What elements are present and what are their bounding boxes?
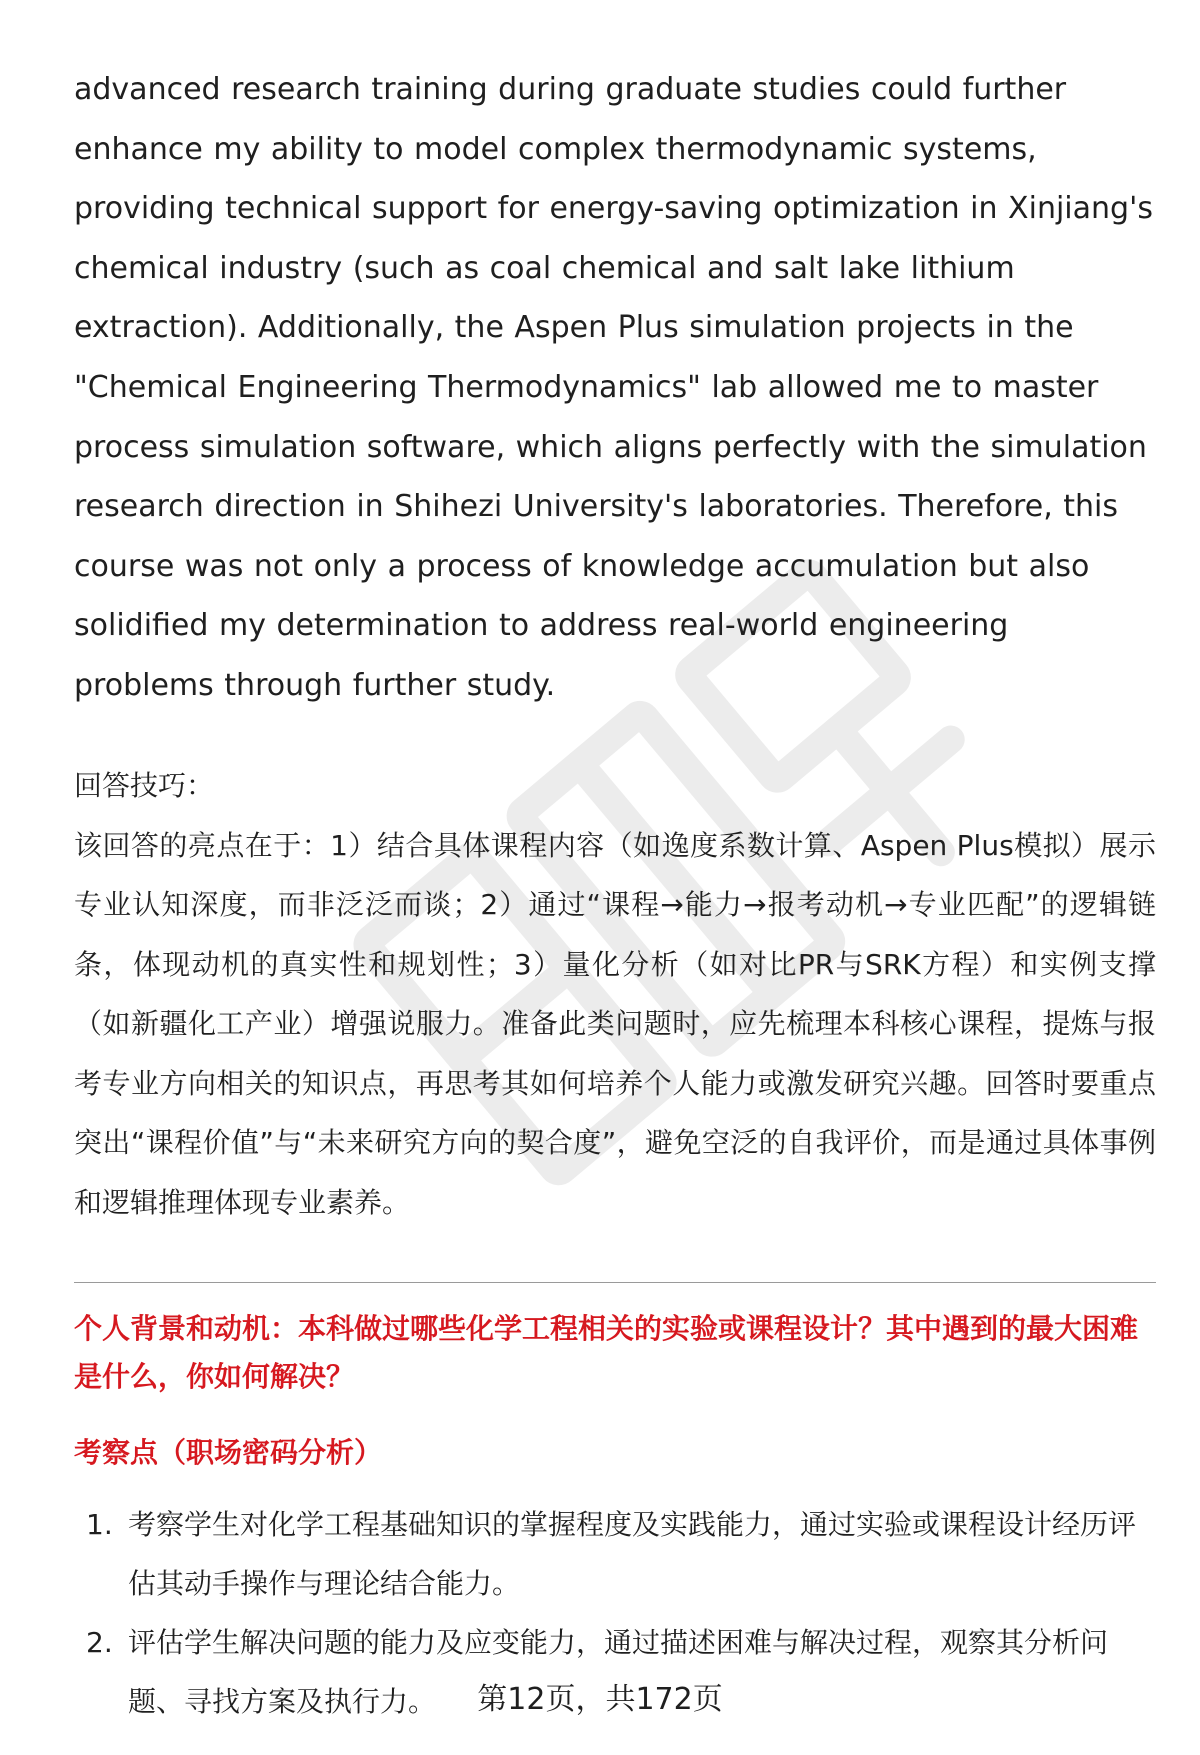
page-footer: 第12页，共172页: [477, 1682, 723, 1717]
body-paragraph: advanced research training during graduate studies could further enhance my ability to model complex thermodynamic systems, providing technical support for energy-saving optimization in Xinjiang's chemical industry (such as coal chemical and salt lake lithium extraction). Additionally, the Aspen Plus simulation projects in the "Chemical Engineering Thermodynamics" lab allowed me to master process simulation software, which aligns perfectly with the simulation research direction in Shihezi University's laboratories. Therefore, this course was not only a process of knowledge accumulation but also solidified my determination to address real-world engineering problems through further study.: [74, 72, 1153, 703]
tips-label: 回答技巧：: [74, 768, 215, 802]
list-item-number: 1.: [86, 1508, 113, 1542]
list-item-text: 考察学生对化学工程基础知识的掌握程度及实践能力，通过实验或课程设计经历评估其动手操作与理论结合能力。: [128, 1508, 1137, 1601]
list-item-number: 2.: [86, 1626, 113, 1660]
question-heading: 个人背景和动机：本科做过哪些化学工程相关的实验或课程设计？其中遇到的最大困难是什么，你如何解决？: [74, 1312, 1139, 1394]
document-page: [74, 60, 1156, 1731]
list-item-text: 评估学生解决问题的能力及应变能力，通过描述困难与解决过程，观察其分析问题、寻找方案及执行力。: [128, 1626, 1109, 1719]
exam-points-heading: 考察点（职场密码分析）: [74, 1436, 383, 1470]
section-divider: [74, 1282, 1156, 1283]
tips-text: 该回答的亮点在于：1）结合具体课程内容（如逸度系数计算、Aspen Plus模拟）展示专业认知深度，而非泛泛而谈；2）通过“课程→能力→报考动机→专业匹配”的逻辑链条，体现动机的真实性和规划性；3）量化分析（如对比PR与SRK方程）和实例支撑（如新疆化工产业）增强说服力。准备此类问题时，应先梳理本科核心课程，提炼与报考专业方向相关的知识点，再思考其如何培养个人能力或激发研究兴趣。回答时要重点突出“课程价值”与“未来研究方向的契合度”，避免空泛的自我评价，而是通过具体事例和逻辑推理体现专业素养。: [74, 828, 1156, 1219]
list-item: [74, 1495, 1156, 1613]
